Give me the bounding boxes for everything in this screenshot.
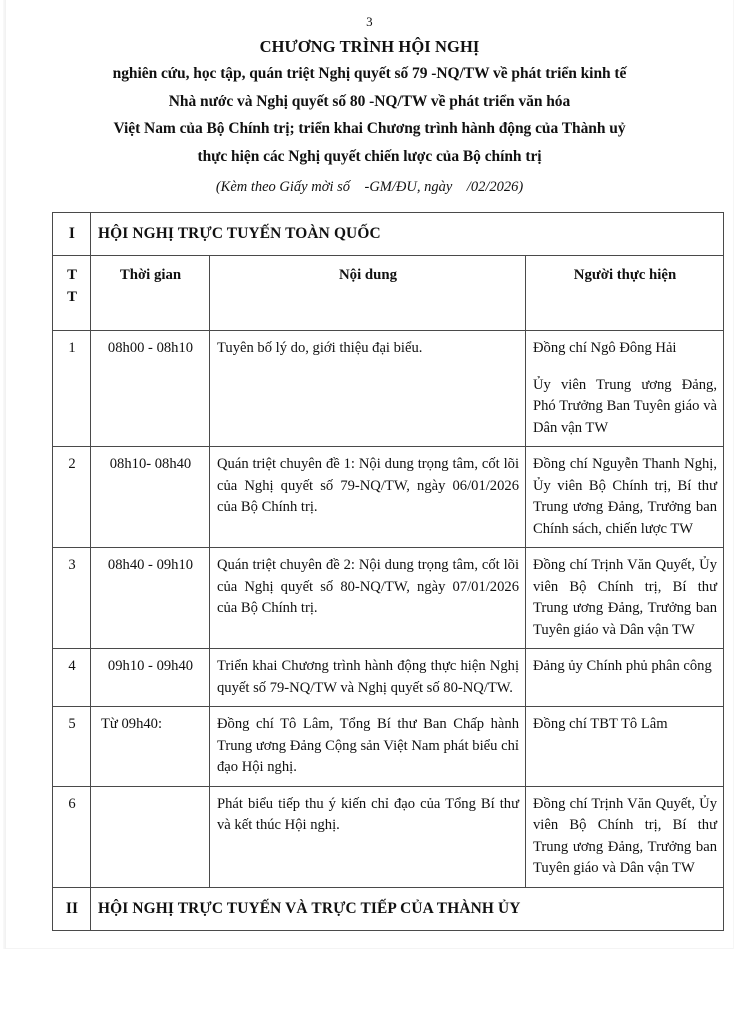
document-subtitle-line-3: Việt Nam của Bộ Chính trị; triển khai Chương trình hành động của Thành uỷ: [113, 120, 626, 137]
document-subtitle-line-1: nghiên cứu, học tập, quán triệt Nghị quyết số 79 -NQ/TW về phát triển kinh tế: [112, 65, 627, 82]
row-2-performer: Đồng chí Nguyễn Thanh Nghị, Ủy viên Bộ Chính trị, Bí thư Trung ương Đảng, Trưởng ban Chính sách, chiến lược TW: [526, 447, 724, 548]
row-4-time: 09h10 - 09h40: [91, 649, 210, 707]
document-subtitle-line-4: thực hiện các Nghị quyết chiến lược của Bộ chính trị: [197, 147, 542, 165]
row-5-content: Đồng chí Tô Lâm, Tổng Bí thư Ban Chấp hành Trung ương Đảng Cộng sản Việt Nam phát biểu chỉ đạo Hội nghị.: [210, 707, 526, 787]
program-table-wrapper: [6, 198, 733, 931]
row-3-performer: Đồng chí Trịnh Văn Quyết, Ủy viên Bộ Chính trị, Bí thư Trung ương Đảng, Trưởng ban Tuyên giáo và Dân vận TW: [526, 548, 724, 649]
column-header-time: Thời gian: [91, 256, 210, 331]
row-5-time: Từ 09h40:: [91, 707, 210, 787]
row-6-time: [91, 786, 210, 887]
section-two-numeral: II: [53, 887, 91, 930]
section-row-two: [53, 887, 724, 930]
page-number: 3: [366, 14, 373, 29]
row-1-content: Tuyên bố lý do, giới thiệu đại biểu.: [210, 331, 526, 447]
table-row: [53, 649, 724, 707]
row-4-content: Triển khai Chương trình hành động thực hiện Nghị quyết số 79-NQ/TW và Nghị quyết số 80-NQ/TW.: [210, 649, 526, 707]
column-header-tt: [53, 256, 91, 331]
row-4-performer: Đảng ủy Chính phủ phân công: [526, 649, 724, 707]
column-header-tt-line-2: T: [67, 288, 77, 305]
row-1-tt: 1: [53, 331, 91, 447]
document-page: [6, 0, 733, 948]
table-row: [53, 447, 724, 548]
section-one-numeral: I: [53, 213, 91, 256]
row-3-content: Quán triệt chuyên đề 2: Nội dung trọng tâm, cốt lõi của Nghị quyết số 80-NQ/TW, ngày 07/01/2026 của Bộ Chính trị.: [210, 548, 526, 649]
document-subtitle-line-2: Nhà nước và Nghị quyết số 80 -NQ/TW về phát triển văn hóa: [168, 92, 571, 110]
row-6-tt: 6: [53, 786, 91, 887]
document-title: CHƯƠNG TRÌNH HỘI NGHỊ: [259, 37, 480, 56]
section-one-label: HỘI NGHỊ TRỰC TUYẾN TOÀN QUỐC: [91, 213, 724, 256]
program-table: [52, 212, 724, 931]
table-row: [53, 707, 724, 787]
table-row: [53, 548, 724, 649]
column-header-tt-line-1: T: [67, 267, 77, 283]
table-row: [53, 331, 724, 447]
row-1-performer: [526, 331, 724, 447]
document-attachment-note: (Kèm theo Giấy mời số -GM/ĐU, ngày /02/2026): [215, 179, 524, 195]
row-2-time: 08h10- 08h40: [91, 447, 210, 548]
section-row-one: [53, 213, 724, 256]
row-5-performer: Đồng chí TBT Tô Lâm: [526, 707, 724, 787]
table-header-row: [53, 256, 724, 331]
row-6-performer: Đồng chí Trịnh Văn Quyết, Ủy viên Bộ Chính trị, Bí thư Trung ương Đảng, Trưởng ban Tuyên giáo và Dân vận TW: [526, 786, 724, 887]
row-1-performer-title: Ủy viên Trung ương Đảng, Phó Trưởng Ban Tuyên giáo và Dân vận TW: [533, 376, 717, 436]
row-1-performer-name: Đồng chí Ngô Đông Hải: [533, 340, 677, 356]
section-two-label: HỘI NGHỊ TRỰC TUYẾN VÀ TRỰC TIẾP CỦA THÀNH ỦY: [91, 887, 724, 930]
row-2-content: Quán triệt chuyên đề 1: Nội dung trọng tâm, cốt lõi của Nghị quyết số 79-NQ/TW, ngày 06/01/2026 của Bộ Chính trị.: [210, 447, 526, 548]
row-3-time: 08h40 - 09h10: [91, 548, 210, 649]
row-1-time: 08h00 - 08h10: [91, 331, 210, 447]
row-2-tt: 2: [53, 447, 91, 548]
row-4-tt: 4: [53, 649, 91, 707]
column-header-content: Nội dung: [210, 256, 526, 331]
document-header: [6, 30, 733, 198]
table-row: [53, 786, 724, 887]
row-6-content: Phát biểu tiếp thu ý kiến chỉ đạo của Tổng Bí thư và kết thúc Hội nghị.: [210, 786, 526, 887]
row-3-tt: 3: [53, 548, 91, 649]
column-header-performer: Người thực hiện: [526, 256, 724, 331]
row-5-tt: 5: [53, 707, 91, 787]
